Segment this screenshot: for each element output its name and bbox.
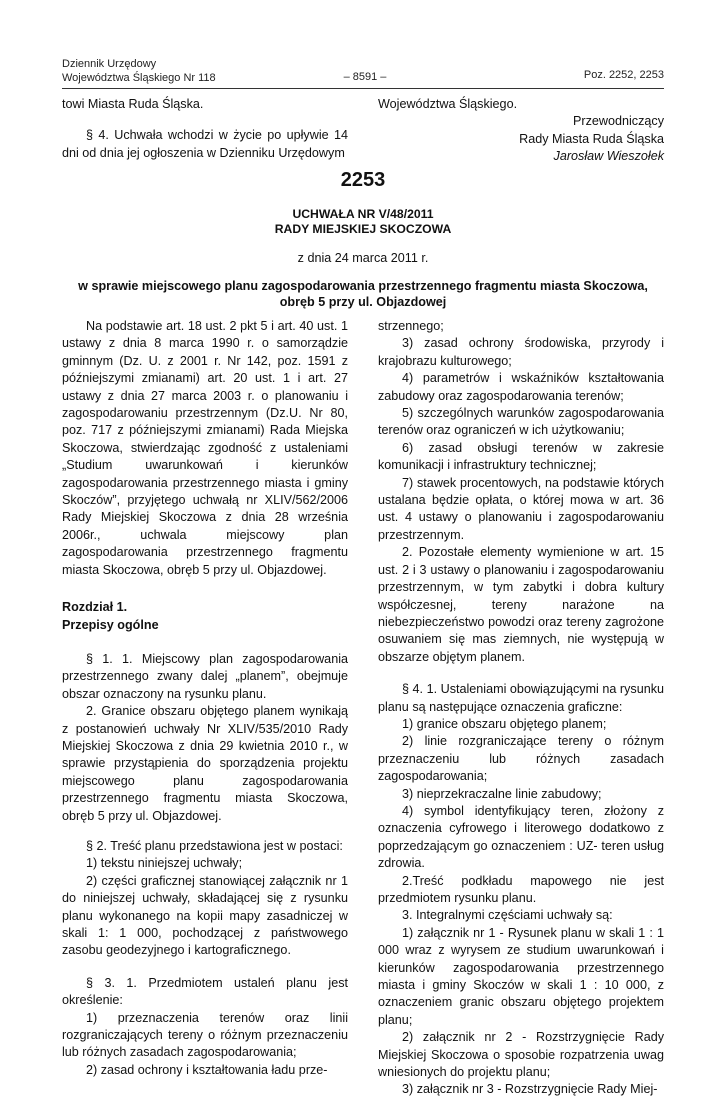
section3-item6: 6) zasad obsługi terenów w zakresie komunikacji i infrastruktury technicznej;: [378, 440, 664, 473]
attachment-2: 2) załącznik nr 2 - Rozstrzygnięcie Rady Miejskiej Skoczowa o sposobie rozpatrzenia uwag wniesionych do projektu planu;: [378, 1030, 664, 1080]
resolution-date: z dnia 24 marca 2011 r.: [297, 251, 429, 265]
section4-item1: 1) granice obszaru objętego planem;: [402, 716, 607, 731]
section2-item2: 2) części graficznej stanowiącej załącznik nr 1 do niniejszej uchwały, składającej się z rysunku planu wykonanego na kopii mapy zasadniczej w skali 1: 1 000, pochodzącej z państwowego zasobu geodezyjnego i kartograficznego.: [62, 873, 348, 958]
attachment-3: 3) załącznik nr 3 - Rozstrzygnięcie Rady Miej-: [402, 1082, 658, 1097]
resolution-subject-line1: w sprawie miejscowego planu zagospodarowania przestrzennego fragmentu miasta Skoczowa,: [78, 279, 648, 293]
section3-item7: 7) stawek procentowych, na podstawie których ustalana będzie opłata, o której mowa w art. 36 ust. 4 ustawy o planowaniu i zagospodarowaniu przestrzennym.: [378, 475, 664, 542]
resolution-subject: [62, 278, 664, 310]
resolution-title-line1: UCHWAŁA NR V/48/2011: [292, 207, 434, 221]
section3-item2: 2) zasad ochrony i kształtowania ładu prze-: [86, 1062, 328, 1077]
resolution-title: [62, 207, 664, 237]
previous-text-right: [378, 96, 664, 166]
section4-item4: 4) symbol identyfikujący teren, złożony z oznaczenia cyfrowego i literowego dodatkowo z poprzedzającym go oznaczeniem : UZ- teren usług zdrowia.: [378, 803, 664, 871]
journal-title-line1: Dziennik Urzędowy: [62, 58, 157, 70]
section3-item1: 1) przeznaczenia terenów oraz linii rozgraniczających tereny o różnym przeznaczeniu lub różnych zasadach zagospodarowania;: [62, 1010, 348, 1060]
section1-paragraph2: 2. Granice obszaru objętego planem wynikają z postanowień uchwały Nr XLIV/535/2010 Rady Miejskiej Skoczowa z dnia 29 kwietnia 2010 r., w sprawie przystąpienia do sporządzenia projektu miejscowego planu zagospodarowania przestrzennego fragmentu miasta Skoczowa, obręb 5 przy ul. Objazdowej.: [62, 704, 348, 823]
section4-intro: § 4. 1. Ustaleniami obowiązującymi na rysunku planu są następujące oznaczenia graficzne:: [378, 682, 664, 714]
preamble: Na podstawie art. 18 ust. 2 pkt 5 i art. 40 ust. 1 ustawy z dnia 8 marca 1990 r. o samorządzie gminnym (Dz. U. z 2001 r. Nr 142, poz. 1591 z późniejszymi zmianami) art. 20 ust. 1 i art. 27 ustawy z dnia 27 marca 2003 r. o planowaniu i zagospodarowaniu przestrzennym (Dz.U. Nr 80, poz. 717 z późniejszymi zmianami) Rada Miejska Skoczowa, stwierdzając zgodność z ustaleniami „Studium uwarunkowań i kierunków zagospodarowania przestrzennego miasta i gminy Skoczów”, przyjętego uchwałą nr XLIV/562/2006 Rady Miejskiej Skoczowa z dnia 28 września 2006r., uchwala miejscowy plan zagospodarowania przestrzennego fragmentu miasta Skoczowa, obręb 5 przy ul. Objazdowej.: [62, 319, 348, 577]
section4-paragraph2: 2.Treść podkładu mapowego nie jest przedmiotem rysunku planu.: [378, 873, 664, 905]
section3-item3: 3) zasad ochrony środowiska, przyrody i krajobrazu kulturowego;: [378, 336, 664, 368]
body-left-column: [62, 318, 348, 1079]
attachment-1: 1) załącznik nr 1 - Rysunek planu w skali 1 : 1 000 wraz z wyrysem ze studium uwarunkowań i kierunków zagospodarowania przestrzennego miasta i gminy Skoczów w skali 1 : 10 000, z oznaczeniem granic obszaru objętego projektem planu;: [378, 925, 664, 1027]
section2-item1: 1) tekstu niniejszej uchwały;: [86, 856, 243, 871]
section4-item3: 3) nieprzekraczalne linie zabudowy;: [402, 786, 602, 801]
section3-paragraph2: 2. Pozostałe elementy wymienione w art. 15 ust. 2 i 3 ustawy o planowaniu i zagospodarowaniu przestrzennym, w tym zabytki i dobra kultury współczesnej, tereny narażone na niebezpieczeństwo powodzi oraz tereny zagrożone osuwaniem się mas ziemnych, nie występują w obszarze objętym planem.: [378, 545, 664, 664]
section2-intro: § 2. Treść planu przedstawiona jest w postaci:: [86, 838, 343, 853]
resolution-subject-line2: obręb 5 przy ul. Objazdowej: [279, 295, 447, 309]
document-number: 2253: [340, 169, 386, 191]
chapter-subtitle: Przepisy ogólne: [62, 617, 159, 632]
signature-name: Jarosław Wieszołek: [553, 149, 664, 164]
header-divider: [62, 88, 664, 89]
previous-text-left-p2: § 4. Uchwała wchodzi w życie po upływie 14 dni od dnia jej ogłoszenia w Dzienniku Urzędowym: [62, 128, 348, 160]
section3-item4: 4) parametrów i wskaźników kształtowania zabudowy oraz zagospodarowania terenów;: [378, 371, 664, 403]
signature-role2: Rady Miasta Ruda Śląska: [519, 131, 664, 146]
section1-paragraph1: § 1. 1. Miejscowy plan zagospodarowania przestrzennego zwany dalej „planem”, obejmuje obszar oznaczony na rysunku planu.: [62, 651, 348, 701]
section4-paragraph3: 3. Integralnymi częściami uchwały są:: [402, 908, 613, 923]
journal-title: [62, 57, 216, 85]
journal-title-line2: Województwa Śląskiego Nr 118: [62, 72, 216, 84]
section3-item5: 5) szczególnych warunków zagospodarowania terenów oraz ograniczeń w ich użytkowaniu;: [378, 406, 664, 438]
previous-text-left: [62, 96, 348, 162]
signature-block: [378, 113, 664, 165]
section4-item2: 2) linie rozgraniczające tereny o różnym przeznaczeniu lub różnych zasadach zagospodarowania;: [378, 734, 664, 784]
chapter-title: Rozdział 1.: [62, 600, 128, 615]
continuation-text: strzennego;: [378, 319, 444, 333]
previous-text-left-p1: towi Miasta Ruda Śląska.: [62, 97, 204, 111]
signature-role1: Przewodniczący: [573, 114, 664, 129]
position-number: Poz. 2252, 2253: [583, 69, 664, 81]
section3-intro: § 3. 1. Przedmiotem ustaleń planu jest określenie:: [62, 975, 348, 1008]
resolution-title-line2: RADY MIEJSKIEJ SKOCZOWA: [274, 222, 452, 236]
previous-text-right-p1: Województwa Śląskiego.: [378, 97, 518, 111]
body-right-column: [378, 318, 664, 1099]
page-number: – 8591 –: [343, 71, 387, 83]
